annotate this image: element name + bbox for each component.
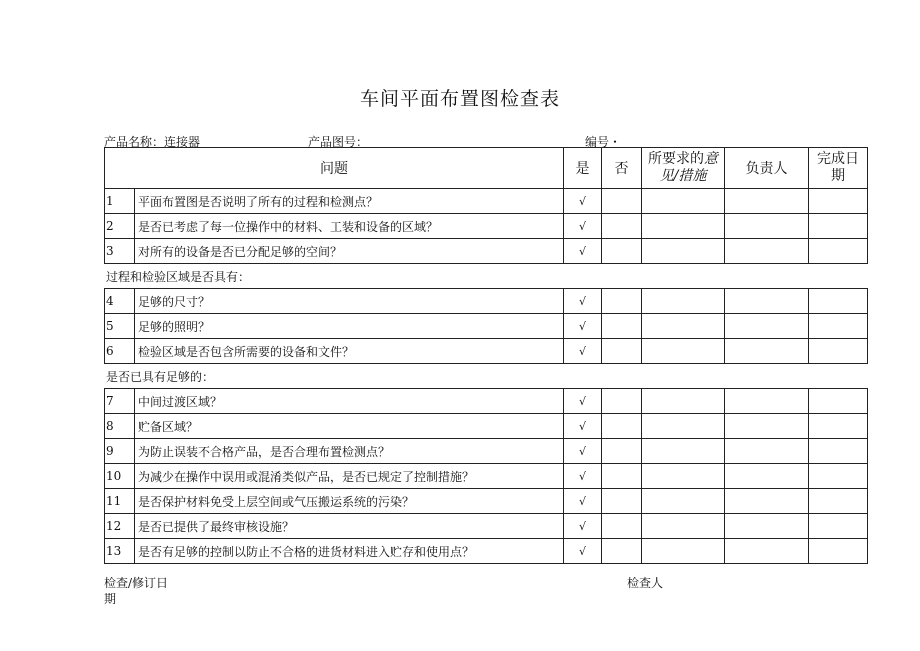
item-number: 1	[105, 189, 135, 214]
yes-checkmark: √	[564, 389, 602, 414]
no-cell	[602, 314, 642, 339]
column-header-no: 否	[602, 148, 642, 189]
table-row	[105, 414, 868, 439]
no-cell	[602, 339, 642, 364]
table-body	[105, 189, 868, 564]
opinion-cell	[642, 539, 725, 564]
opinion-cell	[642, 239, 725, 264]
column-header-owner: 负责人	[725, 148, 809, 189]
section-row	[105, 264, 868, 289]
check-date-label-line1: 检查/修订日	[104, 576, 169, 590]
opinion-cell	[642, 314, 725, 339]
opinion-cell	[642, 414, 725, 439]
checker-label: 检查人	[627, 576, 664, 590]
opinion-cell	[642, 514, 725, 539]
yes-checkmark: √	[564, 289, 602, 314]
completion-date-cell	[809, 464, 868, 489]
table-row	[105, 489, 868, 514]
no-cell	[602, 439, 642, 464]
table-row	[105, 539, 868, 564]
owner-cell	[725, 464, 809, 489]
yes-checkmark: √	[564, 339, 602, 364]
item-number: 12	[105, 514, 135, 539]
column-header-yes: 是	[564, 148, 602, 189]
section-heading: 过程和检验区域是否具有：	[105, 264, 868, 289]
section-row	[105, 364, 868, 389]
no-cell	[602, 389, 642, 414]
table-row	[105, 314, 868, 339]
product-drawing-number: 产品图号：	[308, 135, 369, 149]
page-title: 车间平面布置图检查表	[359, 88, 560, 110]
item-question: 平面布置图是否说明了所有的过程和检测点？	[135, 189, 564, 214]
completion-date-cell	[809, 489, 868, 514]
section-heading: 是否已具有足够的：	[105, 364, 868, 389]
opinion-label-a: 所要求的	[648, 151, 704, 167]
item-question: 贮备区域？	[135, 414, 564, 439]
item-number: 2	[105, 214, 135, 239]
yes-checkmark: √	[564, 214, 602, 239]
yes-checkmark: √	[564, 489, 602, 514]
owner-cell	[725, 314, 809, 339]
completion-date-cell	[809, 514, 868, 539]
table-row	[105, 214, 868, 239]
opinion-cell	[642, 489, 725, 514]
yes-checkmark: √	[564, 464, 602, 489]
no-cell	[602, 514, 642, 539]
completion-date-cell	[809, 289, 868, 314]
no-cell	[602, 539, 642, 564]
item-question: 是否有足够的控制以防止不合格的进货材料进入贮存和使用点？	[135, 539, 564, 564]
item-number: 8	[105, 414, 135, 439]
completion-date-cell	[809, 339, 868, 364]
item-question: 是否已提供了最终审核设施？	[135, 514, 564, 539]
item-number: 6	[105, 339, 135, 364]
owner-cell	[725, 439, 809, 464]
completion-date-cell	[809, 314, 868, 339]
table-row	[105, 289, 868, 314]
owner-cell	[725, 289, 809, 314]
owner-cell	[725, 414, 809, 439]
completion-date-cell	[809, 214, 868, 239]
table-row	[105, 464, 868, 489]
owner-cell	[725, 514, 809, 539]
item-question: 是否保护材料免受上层空间或气压搬运系统的污染？	[135, 489, 564, 514]
item-number: 13	[105, 539, 135, 564]
item-number: 7	[105, 389, 135, 414]
table-header-row	[105, 148, 868, 189]
item-number: 4	[105, 289, 135, 314]
completion-date-cell	[809, 189, 868, 214]
table-row	[105, 239, 868, 264]
item-question: 对所有的设备是否已分配足够的空间？	[135, 239, 564, 264]
yes-checkmark: √	[564, 314, 602, 339]
no-cell	[602, 464, 642, 489]
owner-cell	[725, 239, 809, 264]
opinion-cell	[642, 339, 725, 364]
opinion-label-b: 意	[704, 151, 718, 167]
owner-cell	[725, 489, 809, 514]
owner-cell	[725, 339, 809, 364]
item-question: 是否已考虑了每一位操作中的材料、工装和设备的区域？	[135, 214, 564, 239]
item-number: 10	[105, 464, 135, 489]
completion-date-cell	[809, 539, 868, 564]
opinion-cell	[642, 189, 725, 214]
table-row	[105, 389, 868, 414]
yes-checkmark: √	[564, 189, 602, 214]
no-cell	[602, 239, 642, 264]
no-cell	[602, 189, 642, 214]
completion-date-cell	[809, 389, 868, 414]
checklist-table	[104, 147, 868, 564]
item-number: 9	[105, 439, 135, 464]
document-number: 编号・	[585, 135, 622, 149]
table-row	[105, 339, 868, 364]
opinion-cell	[642, 214, 725, 239]
owner-cell	[725, 389, 809, 414]
owner-cell	[725, 214, 809, 239]
table-row	[105, 439, 868, 464]
no-cell	[602, 289, 642, 314]
yes-checkmark: √	[564, 514, 602, 539]
item-question: 检验区域是否包含所需要的设备和文件？	[135, 339, 564, 364]
owner-cell	[725, 539, 809, 564]
item-question: 为防止误装不合格产品，是否合理布置检测点？	[135, 439, 564, 464]
item-number: 5	[105, 314, 135, 339]
column-header-opinion	[642, 148, 725, 189]
item-number: 11	[105, 489, 135, 514]
completion-date-cell	[809, 239, 868, 264]
no-cell	[602, 414, 642, 439]
yes-checkmark: √	[564, 414, 602, 439]
item-question: 足够的照明？	[135, 314, 564, 339]
no-cell	[602, 214, 642, 239]
yes-checkmark: √	[564, 439, 602, 464]
completion-date-cell	[809, 414, 868, 439]
opinion-cell	[642, 464, 725, 489]
opinion-cell	[642, 289, 725, 314]
item-question: 为减少在操作中误用或混淆类似产品，是否已规定了控制措施？	[135, 464, 564, 489]
opinion-cell	[642, 439, 725, 464]
opinion-label-c: 见/措施	[659, 168, 707, 184]
opinion-cell	[642, 389, 725, 414]
item-number: 3	[105, 239, 135, 264]
no-cell	[602, 489, 642, 514]
item-question: 足够的尺寸？	[135, 289, 564, 314]
table-row	[105, 189, 868, 214]
check-date-label-line2: 期	[104, 592, 117, 606]
completion-date-cell	[809, 439, 868, 464]
yes-checkmark: √	[564, 539, 602, 564]
item-question: 中间过渡区域？	[135, 389, 564, 414]
owner-cell	[725, 189, 809, 214]
yes-checkmark: √	[564, 239, 602, 264]
column-header-completion-date: 完成日期	[809, 148, 868, 189]
product-name: 产品名称：连接器	[104, 135, 201, 149]
table-row	[105, 514, 868, 539]
column-header-question: 问题	[105, 148, 564, 189]
